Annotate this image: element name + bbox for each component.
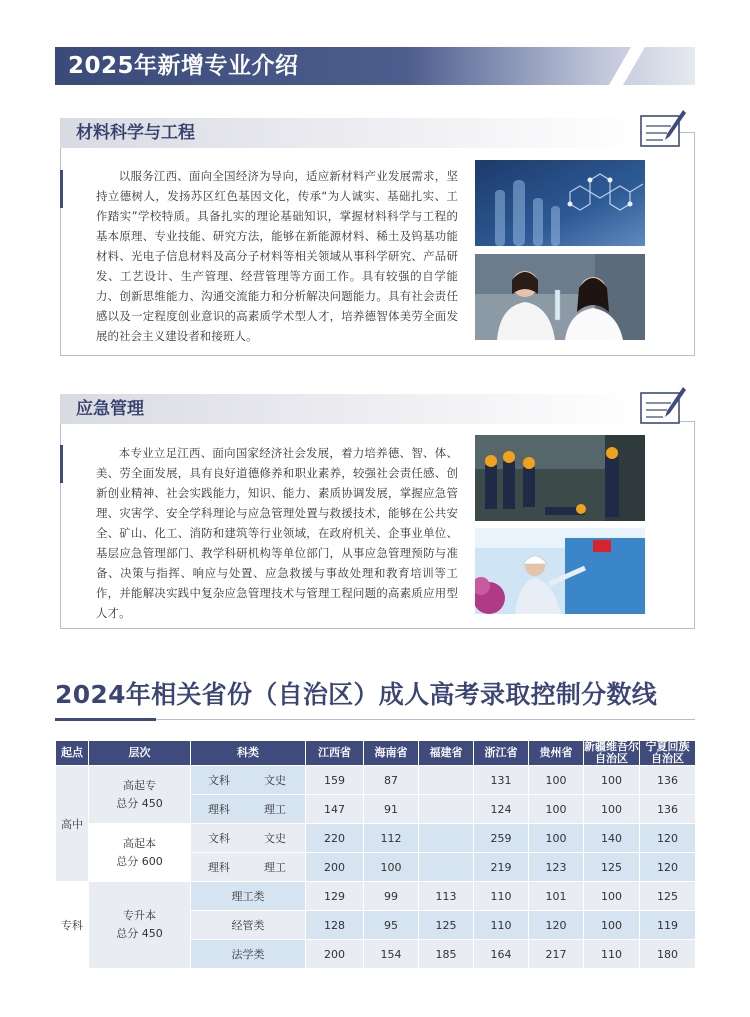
score-cell: 128 [306,911,364,940]
level-name: 高起本 [123,836,156,850]
score-cell: 219 [474,853,529,882]
category-cell: 理工类 [191,882,306,911]
category-type: 理科 [208,803,230,816]
score-cell: 159 [306,766,364,795]
category-sub: 理工 [264,861,286,874]
category-cell [191,795,306,824]
score-cell: 123 [529,853,584,882]
header-hainan: 海南省 [364,741,419,766]
score-cell [419,766,474,795]
level-total: 总分 450 [116,927,163,940]
section-header-emergency [60,394,640,424]
level-name: 专升本 [123,909,156,922]
score-cell: 129 [306,882,364,911]
category-cell [191,853,306,882]
score-cell: 217 [529,940,584,969]
score-cell: 259 [474,824,529,853]
category-type: 文科 [208,832,230,845]
score-cell: 125 [640,882,696,911]
category-type: 理科 [208,861,230,874]
admission-score-table [55,740,696,969]
score-cell: 119 [640,911,696,940]
score-cell: 110 [474,911,529,940]
category-cell [191,766,306,795]
title-divider [156,719,695,720]
score-cell: 185 [419,940,474,969]
major-description-text: 以服务江西、面向全国经济为导向，适应新材料产业发展需求，坚持立德树人，发扬苏区红色基因文化，传承“为人诚实、基础扎实、工作踏实”学校特质。具备扎实的理论基础知识，掌握材料科学与工程的基本原理、专业技能、研究方法，能够在新能源材料、稀土及钨基功能材料、光电子信息材料及高分子材料等相关领域从事科学研究、产品研发、工艺设计、生产管理、经营管理等方面工作。具有较强的自学能力、创新思维能力、沟通交流能力和分析解决问题能力。具有社会责任感以及一定程度创业意识的高素质学术型人才，培养德智体美劳全面发展的社会主义建设者和接班人。 [96,169,458,343]
female-researchers-lab-photo [475,254,645,340]
score-cell: 136 [640,766,696,795]
score-cell: 87 [364,766,419,795]
score-cell: 95 [364,911,419,940]
score-cell: 100 [529,795,584,824]
score-cell: 99 [364,882,419,911]
header-start: 起点 [56,741,89,766]
score-cell: 140 [584,824,640,853]
score-cell: 100 [584,795,640,824]
score-cell: 147 [306,795,364,824]
header-xinjiang-line1: 新疆维吾尔 [584,740,639,753]
score-cell [419,853,474,882]
header-ningxia-line1: 宁夏回族 [645,740,690,753]
start-cell: 高中 [56,766,89,882]
score-cell: 131 [474,766,529,795]
table-row [56,882,696,911]
header-xinjiang [584,741,640,766]
score-cell: 120 [529,911,584,940]
header-zhejiang: 浙江省 [474,741,529,766]
score-cell: 200 [306,940,364,969]
molecule-lab-glassware-photo [475,160,645,246]
accent-bar [60,445,63,483]
category-cell [191,824,306,853]
level-cell [89,882,191,969]
score-cell: 136 [640,795,696,824]
header-category: 科类 [191,741,306,766]
table-row [56,824,696,853]
major-description-emergency [96,443,458,623]
score-cell: 164 [474,940,529,969]
category-cell: 经管类 [191,911,306,940]
score-cell [419,795,474,824]
category-sub: 文史 [264,774,286,787]
category-cell: 法学类 [191,940,306,969]
score-cell: 110 [584,940,640,969]
score-cell [419,824,474,853]
header-guizhou: 贵州省 [529,741,584,766]
score-cell: 124 [474,795,529,824]
score-cell: 154 [364,940,419,969]
start-cell: 专科 [56,882,89,969]
banner-title: 2025年新增专业介绍 [68,53,299,79]
score-cell: 112 [364,824,419,853]
score-cell: 125 [419,911,474,940]
header-xinjiang-line2: 自治区 [595,752,628,765]
section-title-materials: 材料科学与工程 [76,123,195,143]
accent-bar [60,170,63,208]
major-description-text: 本专业立足江西、面向国家经济社会发展，着力培养德、智、体、美、劳全面发展，具有良好道德修养和职业素养，较强社会责任感、创新创业精神、社会实践能力，知识、能力、素质协调发展，掌握应急管理、灾害学、安全学科理论与应急管理处置与救援技术，能够在公共安全、矿山、化工、消防和建筑等行业领域，在政府机关、企事业单位、基层应急管理部门、教学科研机构等单位部门，从事应急管理预防与准备、决策与指挥、响应与处置、应急救援与事故处理和教育培训等工作，并能解决实践中复杂应急管理技术与管理工程问题的高素质应用型人才。 [96,446,458,620]
rescue-drill-workers-photo [475,435,645,521]
level-cell [89,766,191,824]
engineer-hardhat-pointing-photo [475,528,645,614]
score-cell: 100 [529,766,584,795]
score-cell: 101 [529,882,584,911]
score-cell: 100 [584,911,640,940]
notebook-pen-icon [637,385,689,429]
table-row [56,766,696,795]
header-jiangxi: 江西省 [306,741,364,766]
score-cell: 180 [640,940,696,969]
score-cell: 120 [640,824,696,853]
category-type: 文科 [208,774,230,787]
score-cell: 91 [364,795,419,824]
score-cell: 125 [584,853,640,882]
level-total: 总分 600 [116,854,163,868]
level-cell [89,824,191,882]
score-cell: 113 [419,882,474,911]
score-cell: 100 [584,766,640,795]
section-title-emergency: 应急管理 [76,399,144,419]
header-ningxia [640,741,696,766]
category-sub: 理工 [264,803,286,816]
score-cell: 100 [584,882,640,911]
score-cell: 100 [364,853,419,882]
header-fujian: 福建省 [419,741,474,766]
score-table-title: 2024年相关省份（自治区）成人高考录取控制分数线 [55,680,658,709]
score-cell: 200 [306,853,364,882]
category-sub: 文史 [264,832,286,845]
title-underline [55,718,156,721]
score-cell: 110 [474,882,529,911]
notebook-pen-icon [637,108,689,152]
score-cell: 220 [306,824,364,853]
score-cell: 120 [640,853,696,882]
level-total: 总分 450 [116,796,163,810]
table-header-row [56,741,696,766]
header-ningxia-line2: 自治区 [651,752,684,765]
major-description-materials [96,166,458,346]
header-level: 层次 [89,741,191,766]
level-name: 高起专 [123,778,156,792]
score-cell: 100 [529,824,584,853]
